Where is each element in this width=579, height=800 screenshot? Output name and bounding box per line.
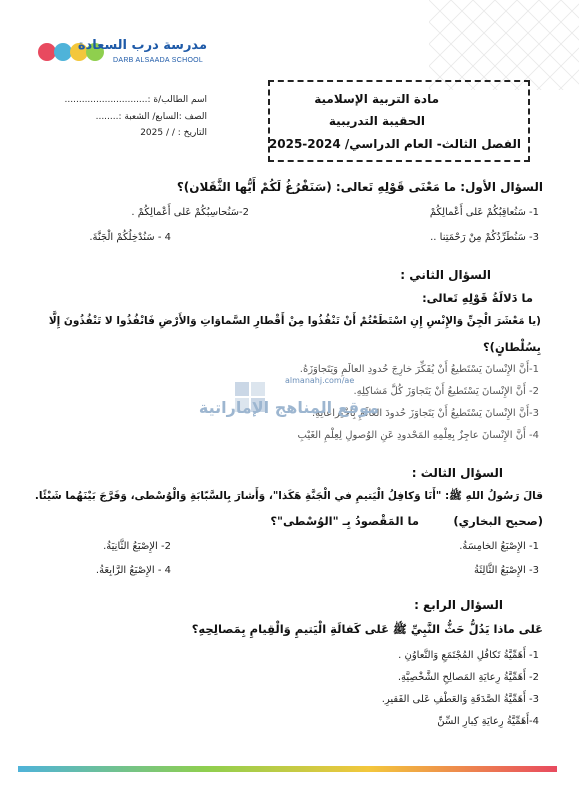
q4-question: عَلى ماذا يَدُلُّ حَثُّ النَّبِيِّ ﷺ عَلى كَفالَةِ الْيَتيمِ وَالْقِيامِ بِمَصالِحِهِ؟ xyxy=(191,622,543,636)
q4-option-4: 4-أَهَمِّيَّةُ رِعايَةِ كِبارِ السِّنِّ xyxy=(437,716,539,727)
watermark-url: almanahj.com/ae xyxy=(285,376,355,385)
q3-option-2: 2- الإِصْبَعُ الثَّانِيَةُ. xyxy=(103,541,171,552)
school-name-ar: مدرسة درب السعادة xyxy=(77,38,207,53)
q4-heading: السؤال الرابع : xyxy=(414,598,503,612)
q4-option-2: 2- أَهَمِّيَّةُ رِعايَةِ المَصالِحِ الشَّخْصِيَّةِ. xyxy=(397,672,539,683)
bag-title: الحقيبة التدريبية xyxy=(328,114,425,128)
footer-color-bar xyxy=(18,766,557,772)
date-field: التاريخ : / / 2025 xyxy=(140,128,207,138)
grade-field: الصف :السابع/ الشعبة :........ xyxy=(95,112,207,122)
q3-hadith: قالَ رَسُولُ اللهِ ﷺ: "أَنَا وَكافِلُ الْيَتيمِ في الْجَنَّةِ هَكَذا"، وَأَشارَ بِالسَّبّابَةِ وَالْوُسْطى، وَفَرَّجَ بَيْنَهُما شَيْئًا. xyxy=(34,490,543,502)
q2-option-2: 2- أَنَّ الإِنْسانَ يَسْتَطيعُ أَنْ يَتَجاوَزَ كُلَّ مَشاكِلِهِ. xyxy=(353,386,539,397)
q1-option-3: 3- سَنُطَرِّدُكُمْ مِنْ رَحْمَتِنا .. xyxy=(430,232,539,243)
q3-option-1: 1- الإِصْبَعُ الخامِسَةُ. xyxy=(459,541,539,552)
q2-verse-line1: (يا مَعْشَرَ الْجِنِّ وَالإِنْسِ إِنِ اسْتَطَعْتُمْ أَنْ تَنْفُذُوا مِنْ أَقْطارِ السَّماوَاتِ وَالأَرْضِ فَانْفُذُوا لا تَنْفُذُونَ إِلَّا xyxy=(48,315,541,327)
q1-option-1: 1- سَنُعاقِبُكُمْ عَلى أَعْمالِكُمْ xyxy=(429,207,539,218)
q2-heading: السؤال الثاني : xyxy=(400,268,491,282)
q1-option-2: 2-سَنُحاسِبُكُمْ عَلى أَعْمالِكُمْ . xyxy=(131,207,249,218)
student-name-field: اسم الطالب/ة :............................. xyxy=(64,95,207,105)
q2-verse-line2: بِسُلْطانٍ)؟ xyxy=(483,340,541,354)
q3-question: ما المَقْصودُ بِـ "الوُسْطى"؟ xyxy=(270,514,419,528)
q3-option-4: 4 - الإِصْبَعُ الرَّابِعَةُ. xyxy=(95,565,171,576)
q2-option-1: 1-أَنَّ الإِنْسانَ يَسْتَطيعُ أَنْ يُفَكِّرَ خارِجَ حُدودِ العالَمِ وَيَتَجاوَزَهُ. xyxy=(299,364,539,375)
q3-option-3: 3- الإِصْبَعُ الثَّالِثَةُ xyxy=(474,565,539,576)
q2-prompt: ما دَلالَةُ قَوْلِهِ تَعالى: xyxy=(422,291,533,305)
q1-heading: السؤال الأول: ما مَعْنَى قَوْلِهِ تَعالى: (سَنَفْرُغُ لَكُمْ أَيُّها الثَّقَلان)؟ xyxy=(176,180,543,194)
q1-option-4: 4 - سَنُدْخِلُكُمْ الْجَنَّةَ. xyxy=(89,232,171,243)
watermark-title: موقع المناهج الإماراتية xyxy=(198,398,379,417)
decorative-pattern xyxy=(429,0,579,90)
q4-option-3: 3- أَهَمِّيَّةُ الصَّدَقَةِ وَالعَطْفِ عَلى الفَقيرِ. xyxy=(381,694,539,705)
q4-option-1: 1- أَهَمِّيَّةُ تَكافُلِ المُجْتَمَعِ وَالتَّعاوُنِ . xyxy=(398,650,539,661)
subject-title: مادة التربية الإسلامية xyxy=(314,92,439,106)
school-name-en: DARB ALSAADA SCHOOL xyxy=(113,57,204,64)
q2-option-3: 3-أَنَّ الإِنْسانَ يَسْتَطيعُ أَنْ يَتَجاوَزَ حُدودَ العالَمِ بِاخْتِراعاتِهِ. xyxy=(311,408,539,419)
q3-source: (صحيح البخاري) xyxy=(453,514,543,528)
q2-option-4: 4- أَنَّ الإِنْسانَ عاجِزٌ بِعِلْمِهِ المَحْدودِ عَنِ الوُصولِ لِعِلْمِ الغَيْبِ xyxy=(297,430,539,441)
term-title: الفصل الثالث- العام الدراسي/ 2024-2025 xyxy=(268,137,521,151)
q3-heading: السؤال الثالث : xyxy=(411,466,503,480)
